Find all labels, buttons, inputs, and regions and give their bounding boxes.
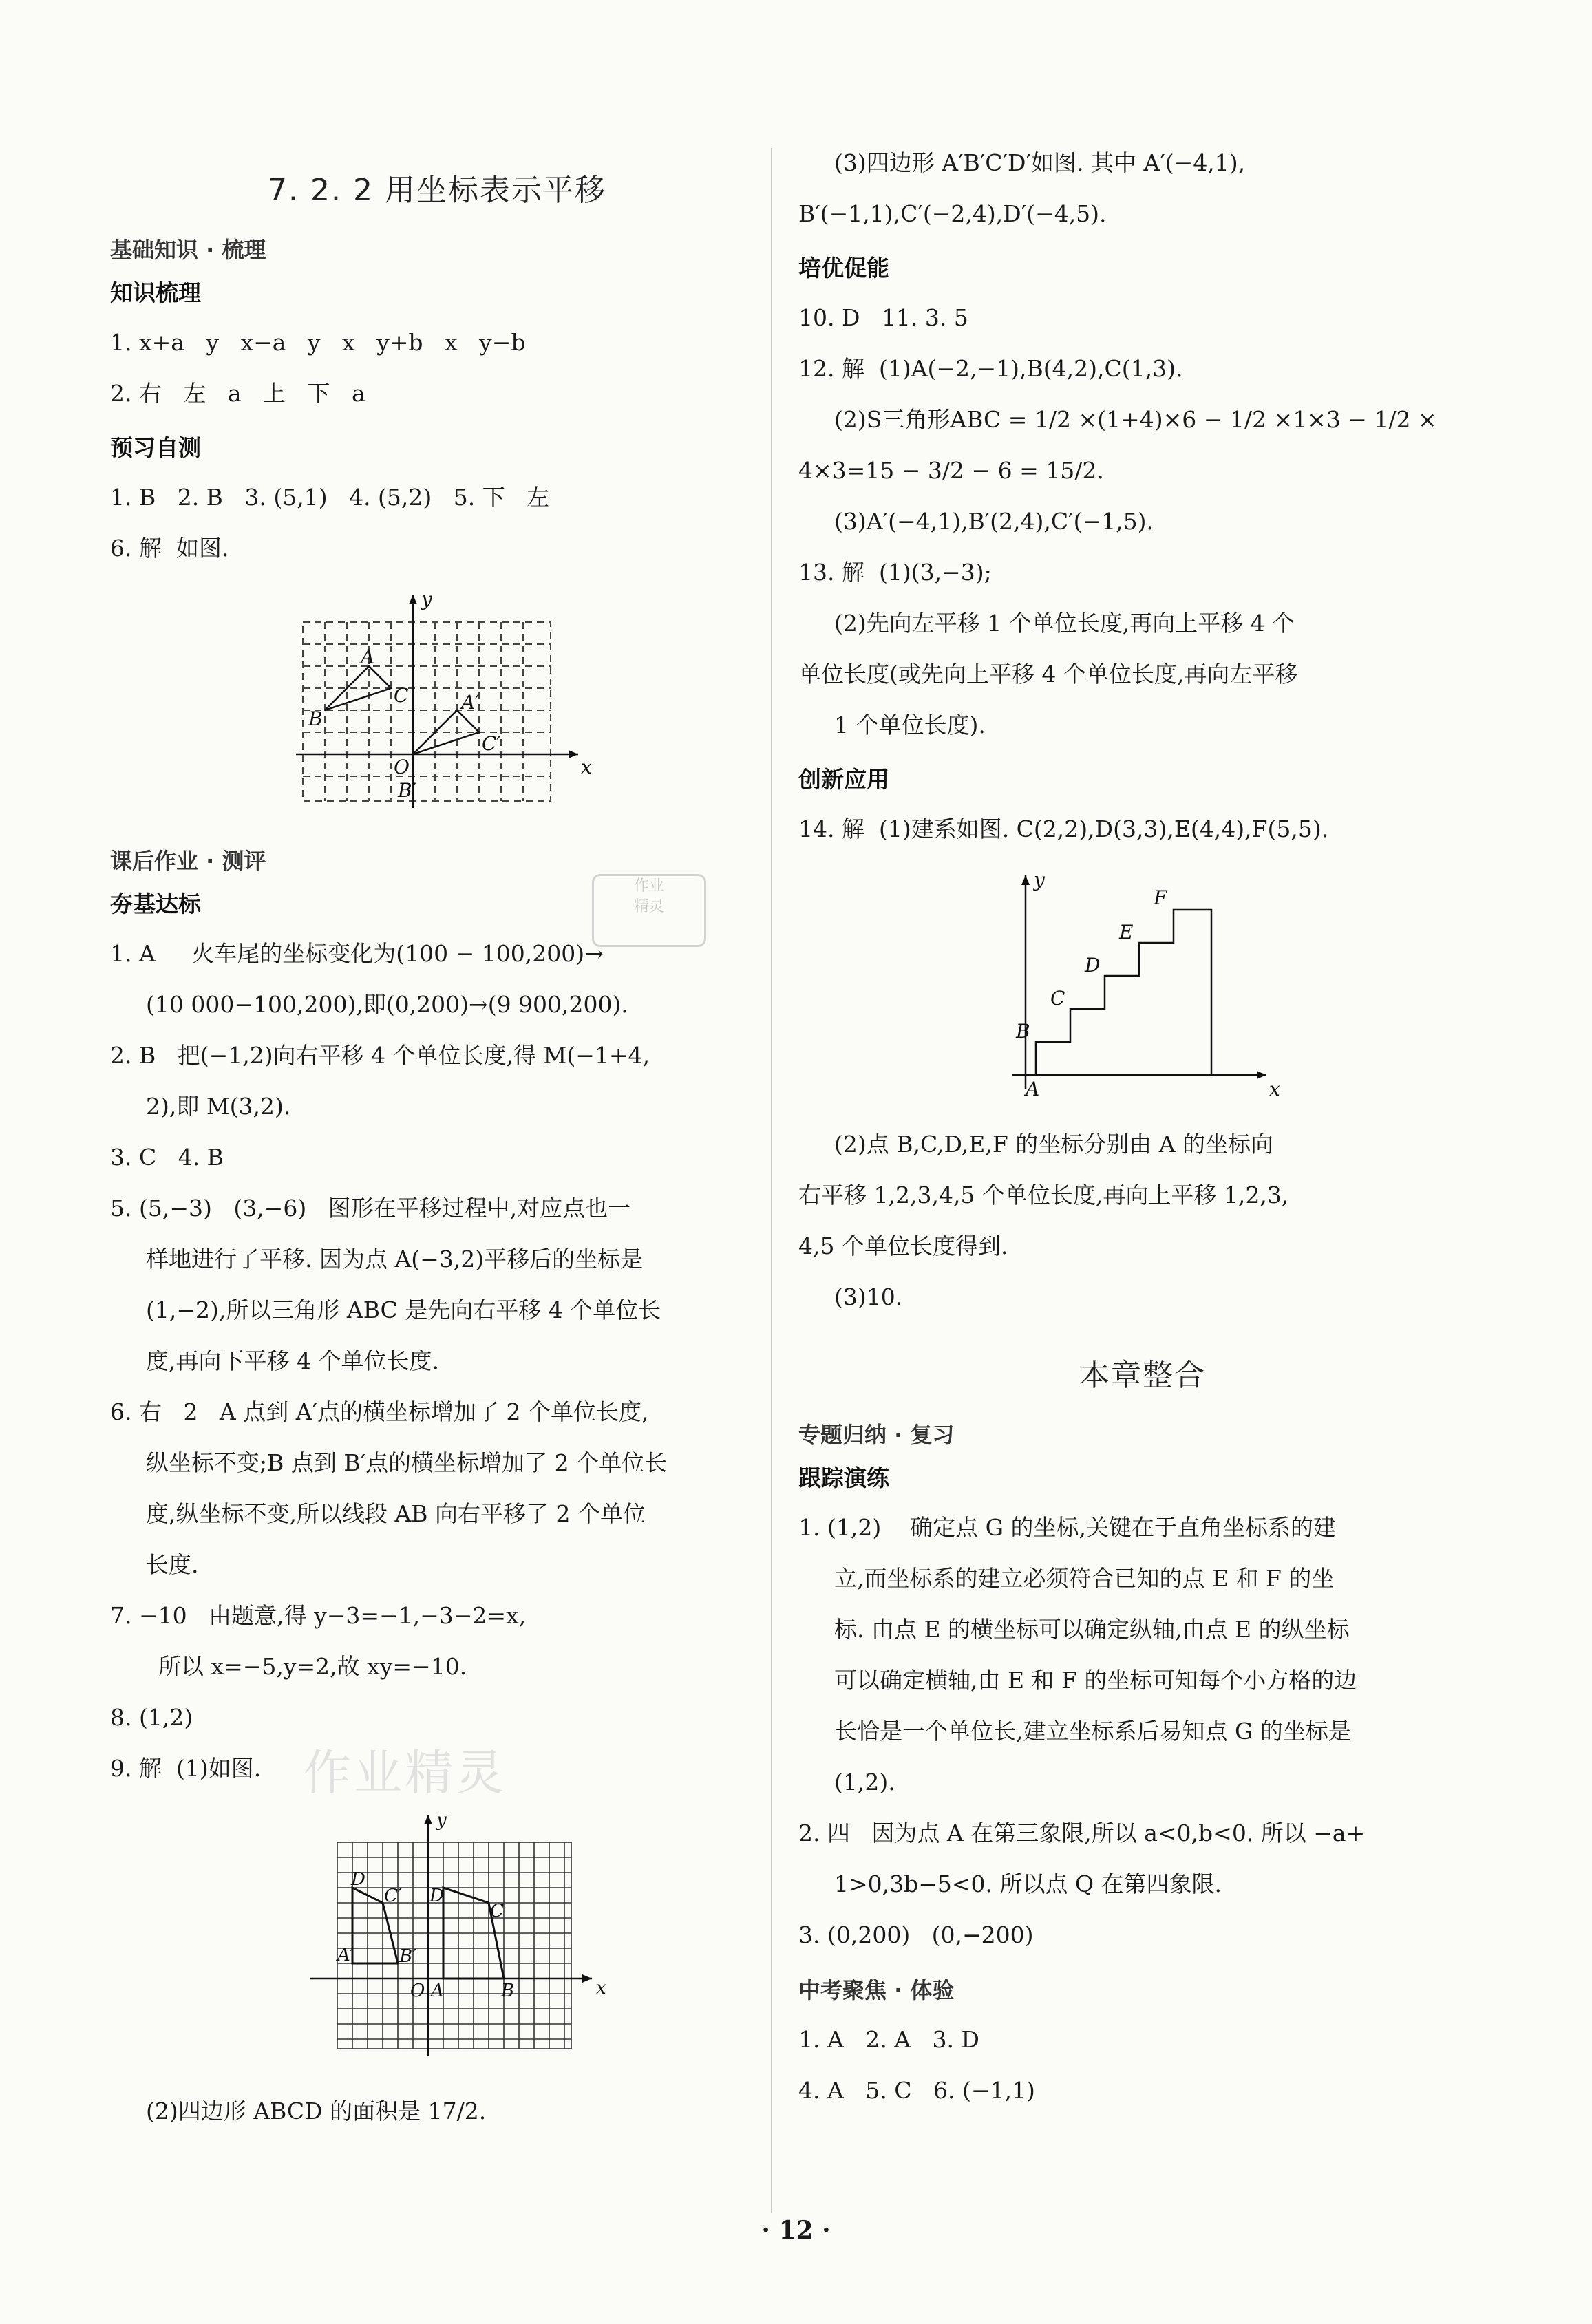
topic-head: 专题归纳 · 复习 [798,1422,955,1448]
chapter-title: 本章整合 [1079,1358,1206,1393]
preview-q6: 6. 解 如图. [110,535,229,562]
page-number: · 12 · [761,2216,831,2245]
q2-line1: 2. B 把(−1,2)向右平移 4 个单位长度,得 M(−1+4, [110,1042,650,1069]
right-column [798,138,1487,2116]
q14-part3: (3)10. [834,1283,903,1310]
label-a: A [1026,1078,1040,1100]
q6-line3: 度,纵坐标不变,所以线段 AB 向右平移了 2 个单位 [146,1500,646,1527]
exam-line1: 1. A 2. A 3. D [798,2026,979,2053]
label-x: x [596,1978,606,1998]
q13-part2a: (2)先向左平移 1 个单位长度,再向上平移 4 个 [834,610,1295,637]
preview-head: 预习自测 [110,434,201,461]
q12-part2b: 4×3=15 − 3/2 − 6 = 15/2. [798,457,1104,484]
label-y: y [436,1810,447,1831]
label-a: A [431,1981,444,2001]
r-line1: (3)四边形 A′B′C′D′如图. 其中 A′(−4,1), [834,149,1246,176]
q12-part3: (3)A′(−4,1),B′(2,4),C′(−1,5). [834,508,1154,535]
q14-part2a: (2)点 B,C,D,E,F 的坐标分别由 A 的坐标向 [834,1131,1274,1158]
improve-head: 培优促能 [798,255,889,281]
q9: 9. 解 (1)如图. [110,1755,262,1782]
q3-4: 3. C 4. B [110,1144,224,1171]
section-title: 7. 2. 2 用坐标表示平移 [268,173,606,208]
t1-line4: 可以确定横轴,由 E 和 F 的坐标可知每个小方格的边 [834,1667,1357,1694]
q14-part1: 14. 解 (1)建系如图. C(2,2),D(3,3),E(4,4),F(5,5). [798,815,1329,842]
label-f: F [1154,886,1167,909]
label-d: D [1085,954,1101,977]
r-line2: B′(−1,1),C′(−2,4),D′(−4,5). [798,200,1107,227]
q12-part2a: (2)S三角形ABC = 1/2 ×(1+4)×6 − 1/2 ×1×3 − 1/2 × [834,406,1437,433]
basic-knowledge-head: 基础知识 · 梳理 [110,237,266,263]
label-y: y [421,588,432,610]
t1-line1: 1. (1,2) 确定点 G 的坐标,关键在于直角坐标系的建 [798,1514,1336,1541]
grid-q9 [337,1842,571,2049]
preview-answers: 1. B 2. B 3. (5,1) 4. (5,2) 5. 下 左 [110,484,550,511]
q5-line3: (1,−2),所以三角形 ABC 是先向右平移 4 个单位长 [146,1297,661,1323]
label-o: O [394,756,410,778]
t1-line2: 立,而坐标系的建立必须符合已知的点 E 和 F 的坐 [834,1565,1335,1592]
label-d: D [429,1886,444,1906]
q6-line2: 纵坐标不变;B 点到 B′点的横坐标增加了 2 个单位长 [146,1449,668,1476]
column-divider [771,148,772,2213]
q6-line4: 长度. [146,1551,199,1578]
label-c-prime: C′ [482,732,501,755]
label-a: A [361,646,375,668]
label-d-prime: D [351,1869,365,1890]
innovation-head: 创新应用 [798,766,889,793]
q10-11: 10. D 11. 3. 5 [798,304,968,331]
t1-line6: (1,2). [834,1769,895,1795]
t1-line5: 长恰是一个单位长,建立坐标系后易知点 G 的坐标是 [834,1718,1351,1745]
q2-line2: 2),即 M(3,2). [146,1093,291,1120]
q12-part1: 12. 解 (1)A(−2,−1),B(4,2),C(1,3). [798,355,1183,382]
homework-head: 课后作业 · 测评 [110,848,266,874]
q13-part1: 13. 解 (1)(3,−3); [798,559,992,586]
q14-part2b: 右平移 1,2,3,4,5 个单位长度,再向上平移 1,2,3, [798,1182,1289,1208]
q8: 8. (1,2) [110,1704,193,1731]
q7-line2: 所以 x=−5,y=2,故 xy=−10. [158,1653,467,1680]
label-c: C [1050,987,1065,1010]
label-a-prime: A′ [461,691,480,714]
label-b: B [1016,1020,1030,1043]
q13-part2c: 1 个单位长度). [834,712,986,738]
q5-line4: 度,再向下平移 4 个单位长度. [146,1347,439,1374]
q13-part2b: 单位长度(或先向上平移 4 个单位长度,再向左平移 [798,661,1298,687]
stamp-logo: 作业 精灵 [592,874,706,947]
label-x: x [1269,1078,1280,1100]
knowledge-head: 知识梳理 [110,279,201,306]
label-e: E [1119,921,1134,944]
q1-line1: 1. A 火车尾的坐标变化为(100 − 100,200)→ [110,940,604,967]
label-o: O [410,1981,425,2001]
t1-line3: 标. 由点 E 的横坐标可以确定纵轴,由点 E 的纵坐标 [834,1616,1350,1643]
t2-line2: 1>0,3b−5<0. 所以点 Q 在第四象限. [834,1870,1222,1897]
q1-line2: (10 000−100,200),即(0,200)→(9 900,200). [146,991,628,1018]
figure-q14 [798,862,1487,1112]
label-b-prime: B′ [399,1946,417,1967]
label-x: x [581,756,592,778]
base-head: 夯基达标 [110,891,201,917]
figure-q6 [110,581,764,831]
label-b-prime: B′ [398,779,416,802]
q9-part2: (2)四边形 ABCD 的面积是 17/2. [146,2098,487,2124]
triangle-abc [325,666,391,710]
label-y: y [1034,868,1045,891]
q5-line2: 样地进行了平移. 因为点 A(−3,2)平移后的坐标是 [146,1246,644,1272]
label-c: C [490,1901,504,1921]
q7-line1: 7. −10 由题意,得 y−3=−1,−3−2=x, [110,1602,527,1629]
left-column [110,138,764,2137]
label-b: B [308,707,323,730]
q6-line1: 6. 右 2 A 点到 A′点的横坐标增加了 2 个单位长度, [110,1398,649,1425]
track-head: 跟踪演练 [798,1464,889,1491]
label-a-prime: A′ [337,1945,354,1965]
t2-line1: 2. 四 因为点 A 在第三象限,所以 a<0,b<0. 所以 −a+ [798,1820,1366,1846]
q14-part2c: 4,5 个单位长度得到. [798,1233,1008,1259]
label-c: C [394,684,409,707]
exam-head: 中考聚焦 · 体验 [798,1977,955,2003]
label-b: B [501,1981,515,2001]
knowledge-2: 2. 右 左 a 上 下 a [110,380,365,407]
label-c-prime: C′ [384,1886,402,1906]
q5-line1: 5. (5,−3) (3,−6) 图形在平移过程中,对应点也一 [110,1195,631,1222]
watermark: 作业精灵 [303,1745,507,1801]
t3: 3. (0,200) (0,−200) [798,1921,1034,1948]
exam-line2: 4. A 5. C 6. (−1,1) [798,2077,1035,2104]
figure-q9 [110,1801,764,2079]
knowledge-1: 1. x+a y x−a y x y+b x y−b [110,329,526,356]
grid-q6 [303,622,551,801]
